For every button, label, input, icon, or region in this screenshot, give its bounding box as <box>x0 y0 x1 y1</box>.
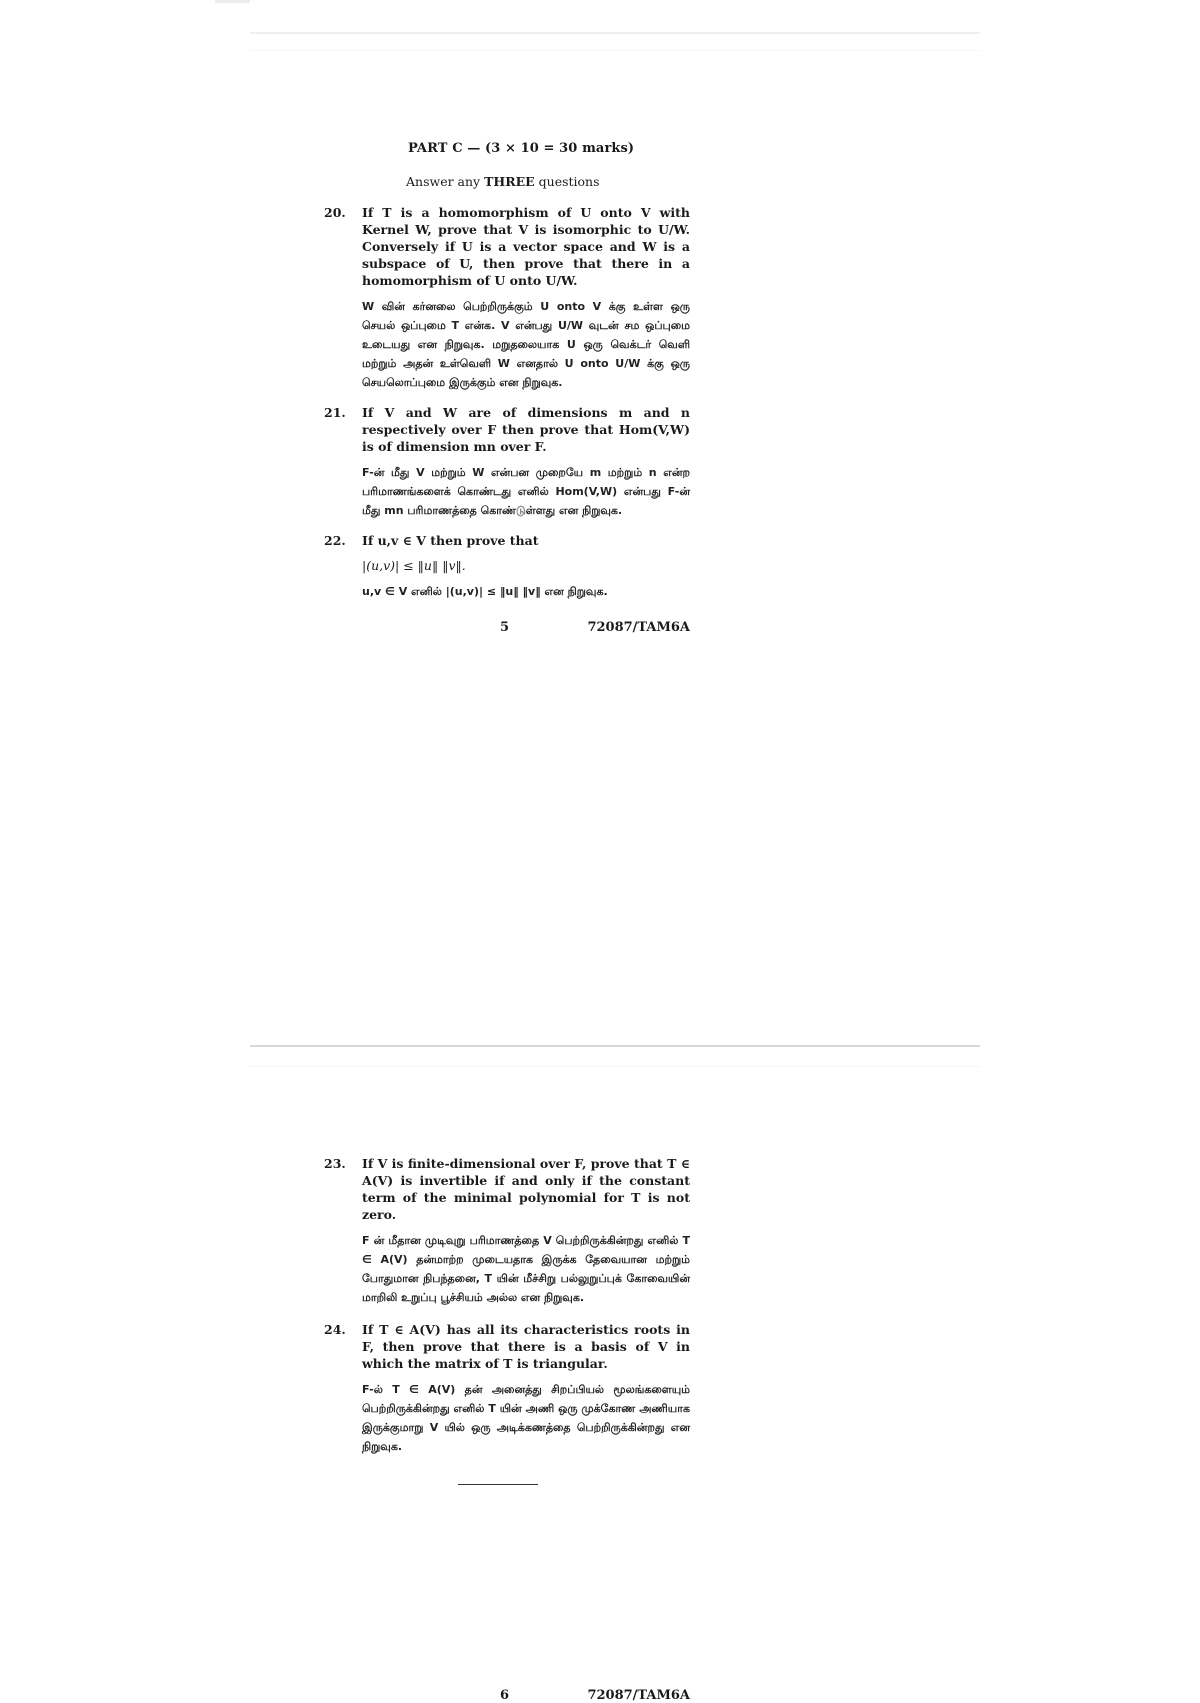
inequality-formula: |(u,v)| ≤ ‖u‖ ‖v‖. <box>362 558 466 573</box>
question-text-tamil: F-ல் T ∈ A(V) தன் அனைத்து சிறப்பியல் மூலங்களையும் பெற்றிருக்கின்றது எனில் T யின் அணி ஒரு முக்கோண அணியாக இருக்குமாறு V யில் ஒரு அடிக்கணத்தை பெற்றிருக்கின்றது என நிறுவுக. <box>362 1383 690 1453</box>
page-top-border <box>250 32 980 34</box>
page-separator-shadow <box>250 1066 980 1067</box>
question-22 <box>320 532 690 601</box>
page-top-border-shadow <box>250 50 980 51</box>
question-text-english: If V and W are of dimensions m and n respectively over F then prove that Hom(V,W) is of dimension mn over F. <box>362 405 690 454</box>
question-text-english: If T ∈ A(V) has all its characteristics roots in F, then prove that there is a basis of V in which the matrix of T is triangular. <box>362 1322 690 1371</box>
question-number: 23. <box>324 1156 346 1171</box>
page-number: 6 <box>500 1688 510 1703</box>
answer-suffix: questions <box>538 174 600 189</box>
answer-instruction <box>406 173 690 190</box>
question-text-tamil: F ன் மீதான முடிவுறு பரிமாணத்தை V பெற்றிருக்கின்றது எனில் T ∈ A(V) தன்மாற்ற முடையதாக இருக்க தேவையான மற்றும் போதுமான நிபந்தனை, T யின் மீச்சிறு பல்லுறுப்புக் கோவையின் மாறிலி உறுப்பு பூச்சியம் அல்ல என நிறுவுக. <box>362 1234 690 1304</box>
question-number: 24. <box>324 1322 346 1337</box>
question-number: 22. <box>324 533 346 548</box>
answer-count: THREE <box>484 174 535 189</box>
question-number: 21. <box>324 405 346 420</box>
page-2-content <box>320 1155 690 1485</box>
question-text-tamil: W வின் கர்னலை பெற்றிருக்கும் U onto V க்கு உள்ள ஒரு செயல் ஒப்புமை T என்க. V என்பது U/W வுடன் சம ஒப்புமை உடையது என நிறுவுக. மறுதலையாக U ஒரு வெக்டர் வெளி மற்றும் அதன் உள்வெளி W எனதால் U onto U/W க்கு ஒரு செயலொப்புமை இருக்கும் என நிறுவுக. <box>362 300 690 389</box>
question-24 <box>320 1321 690 1456</box>
page-1-content <box>320 140 690 637</box>
question-number: 20. <box>324 205 346 220</box>
answer-prefix: Answer any <box>406 174 481 189</box>
page-footer <box>320 619 690 637</box>
page-2-footer <box>320 1688 690 1702</box>
question-21 <box>320 404 690 520</box>
page-number: 5 <box>500 620 510 635</box>
part-title: PART C — (3 × 10 = 30 marks) <box>408 141 635 156</box>
question-20 <box>320 204 690 392</box>
question-23 <box>320 1155 690 1307</box>
question-text-english: If T is a homomorphism of U onto V with Kernel W, prove that V is isomorphic to U/W. Conversely if U is a vector space and W is a subspace of U, then prove that there in a homomorphism of U onto U/W. <box>362 205 690 288</box>
question-text-tamil: F-ன் மீது V மற்றும் W என்பன முறையே m மற்றும் n என்ற பரிமாணங்களைக் கொண்டது எனில் Hom(V,W) என்பது F-ன் மீது mn பரிமாணத்தை கொண்டுள்ளது என நிறுவுக. <box>362 466 690 517</box>
question-text-english: If u,v ∈ V then prove that <box>362 533 539 548</box>
paper-code: 72087/TAM6A <box>587 620 690 635</box>
question-text-english: If V is finite-dimensional over F, prove that T ∈ A(V) is invertible if and only if the constant term of the minimal polynomial for T is not zero. <box>362 1156 690 1222</box>
question-text-tamil: u,v ∈ V எனில் |(u,v)| ≤ ‖u‖ ‖v‖ என நிறுவுக. <box>362 585 608 598</box>
paper-code: 72087/TAM6A <box>587 1688 690 1703</box>
end-of-paper-rule <box>458 1484 538 1485</box>
page-separator <box>250 1045 980 1047</box>
